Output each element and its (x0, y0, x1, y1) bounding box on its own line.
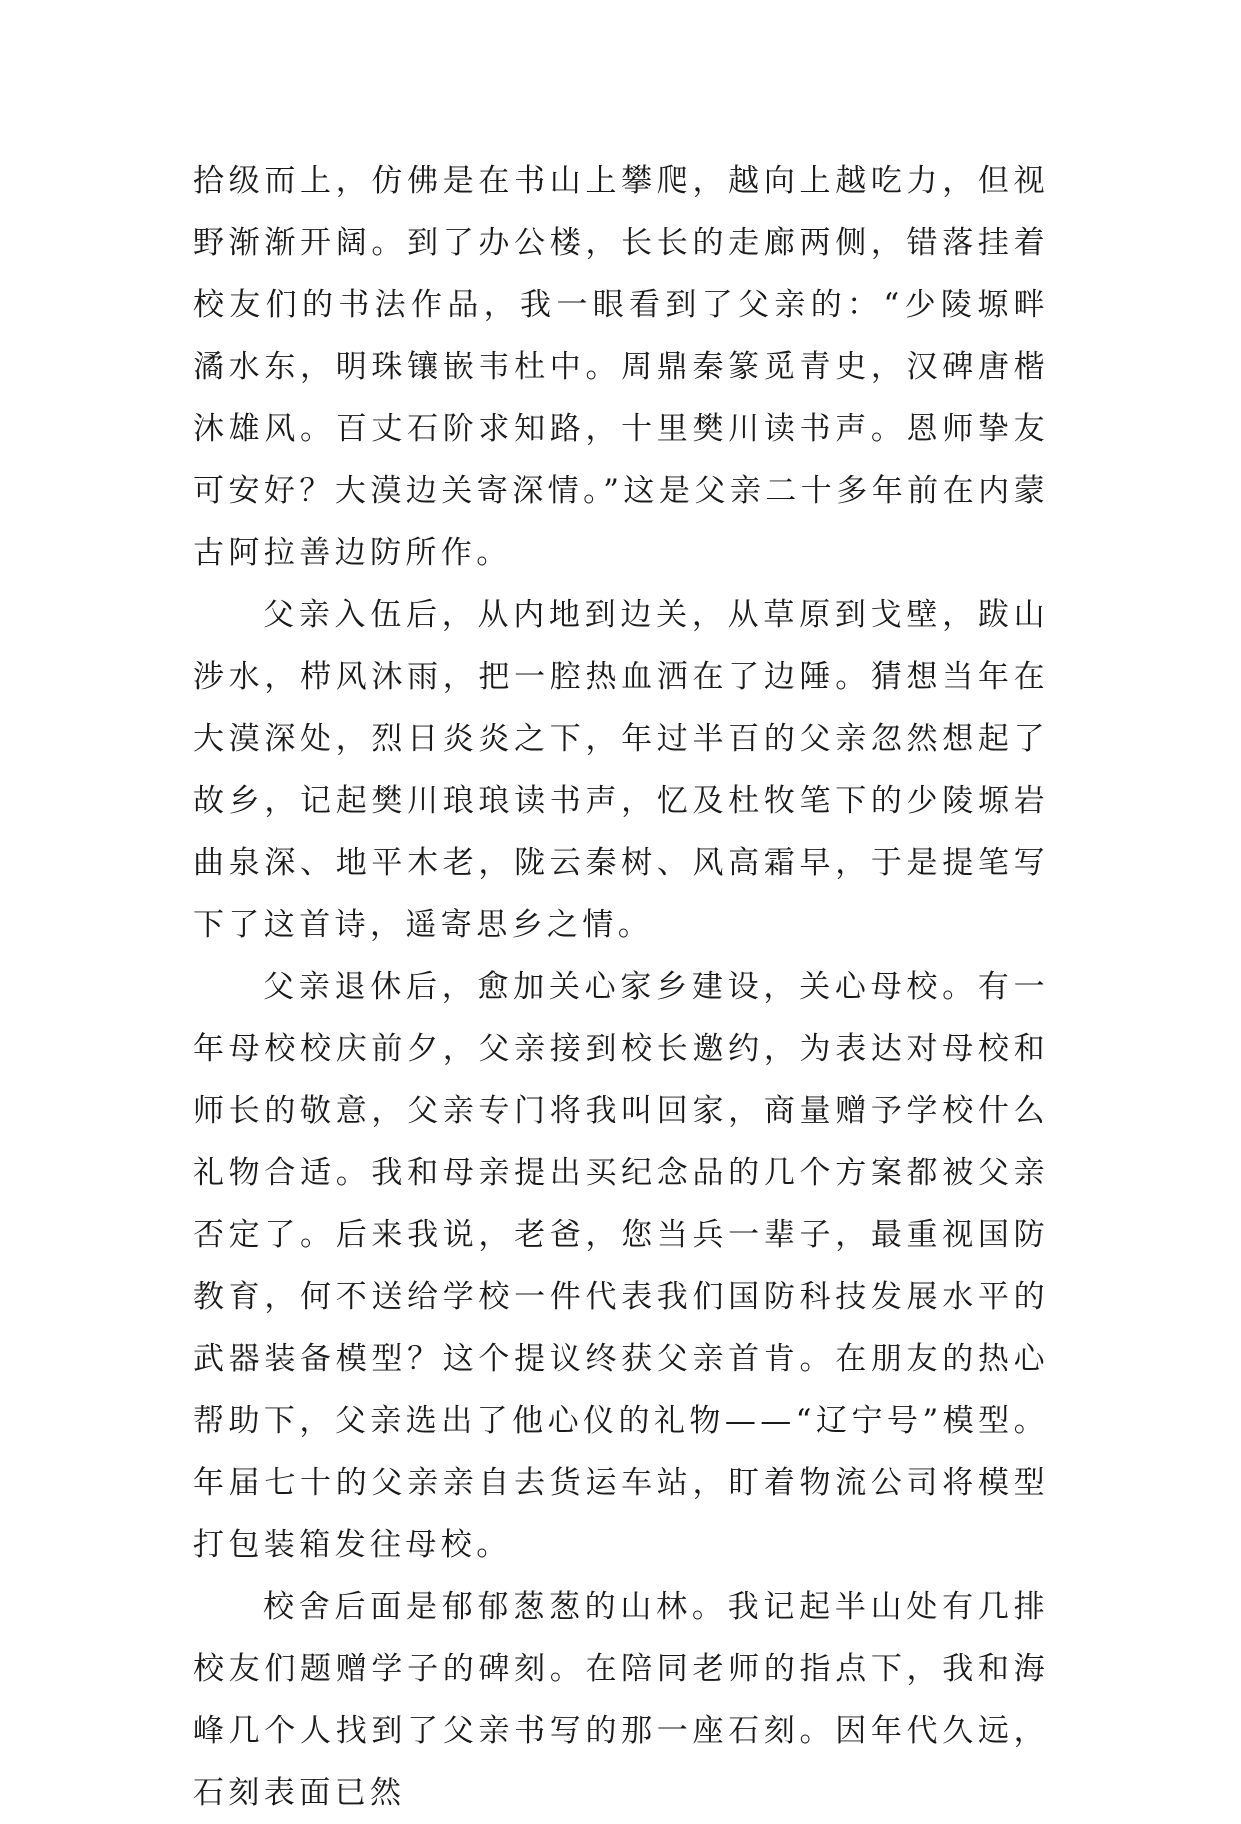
paragraph-3: 父亲退休后，愈加关心家乡建设，关心母校。有一年母校校庆前夕，父亲接到校长邀约，为表达对母校和师长的敬意，父亲专门将我叫回家，商量赠予学校什么礼物合适。我和母亲提出买纪念品的几个方案都被父亲否定了。后来我说，老爸，您当兵一辈子，最重视国防教育，何不送给学校一件代表我们国防科技发展水平的武器装备模型？这个提议终获父亲首肯。在朋友的热心帮助下，父亲选出了他心仪的礼物——“辽宁号”模型。年届七十的父亲亲自去货运车站，盯着物流公司将模型打包装箱发往母校。 (193, 969, 1049, 1563)
paragraph-1: 拾级而上，仿佛是在书山上攀爬，越向上越吃力，但视野渐渐开阔。到了办公楼，长长的走廊两侧，错落挂着校友们的书法作品，我一眼看到了父亲的：“少陵塬畔潏水东，明珠镶嵌韦杜中。周鼎秦篆觅青史，汉碑唐楷沐雄风。百丈石阶求知路，十里樊川读书声。恩师挚友可安好？大漠边关寄深情。”这是父亲二十多年前在内蒙古阿拉善边防所作。 (193, 163, 1049, 571)
paragraph-2: 父亲入伍后，从内地到边关，从草原到戈壁，跋山涉水，栉风沐雨，把一腔热血洒在了边陲。猜想当年在大漠深处，烈日炎炎之下，年过半百的父亲忽然想起了故乡，记起樊川琅琅读书声，忆及杜牧笔下的少陵塬岩曲泉深、地平木老，陇云秦树、风高霜早，于是提笔写下了这首诗，遥寄思乡之情。 (193, 597, 1049, 943)
paragraph-4: 校舍后面是郁郁葱葱的山林。我记起半山处有几排校友们题赠学子的碑刻。在陪同老师的指点下，我和海峰几个人找到了父亲书写的那一座石刻。因年代久远，石刻表面已然 (193, 1589, 1049, 1811)
body-text (193, 150, 1049, 1824)
